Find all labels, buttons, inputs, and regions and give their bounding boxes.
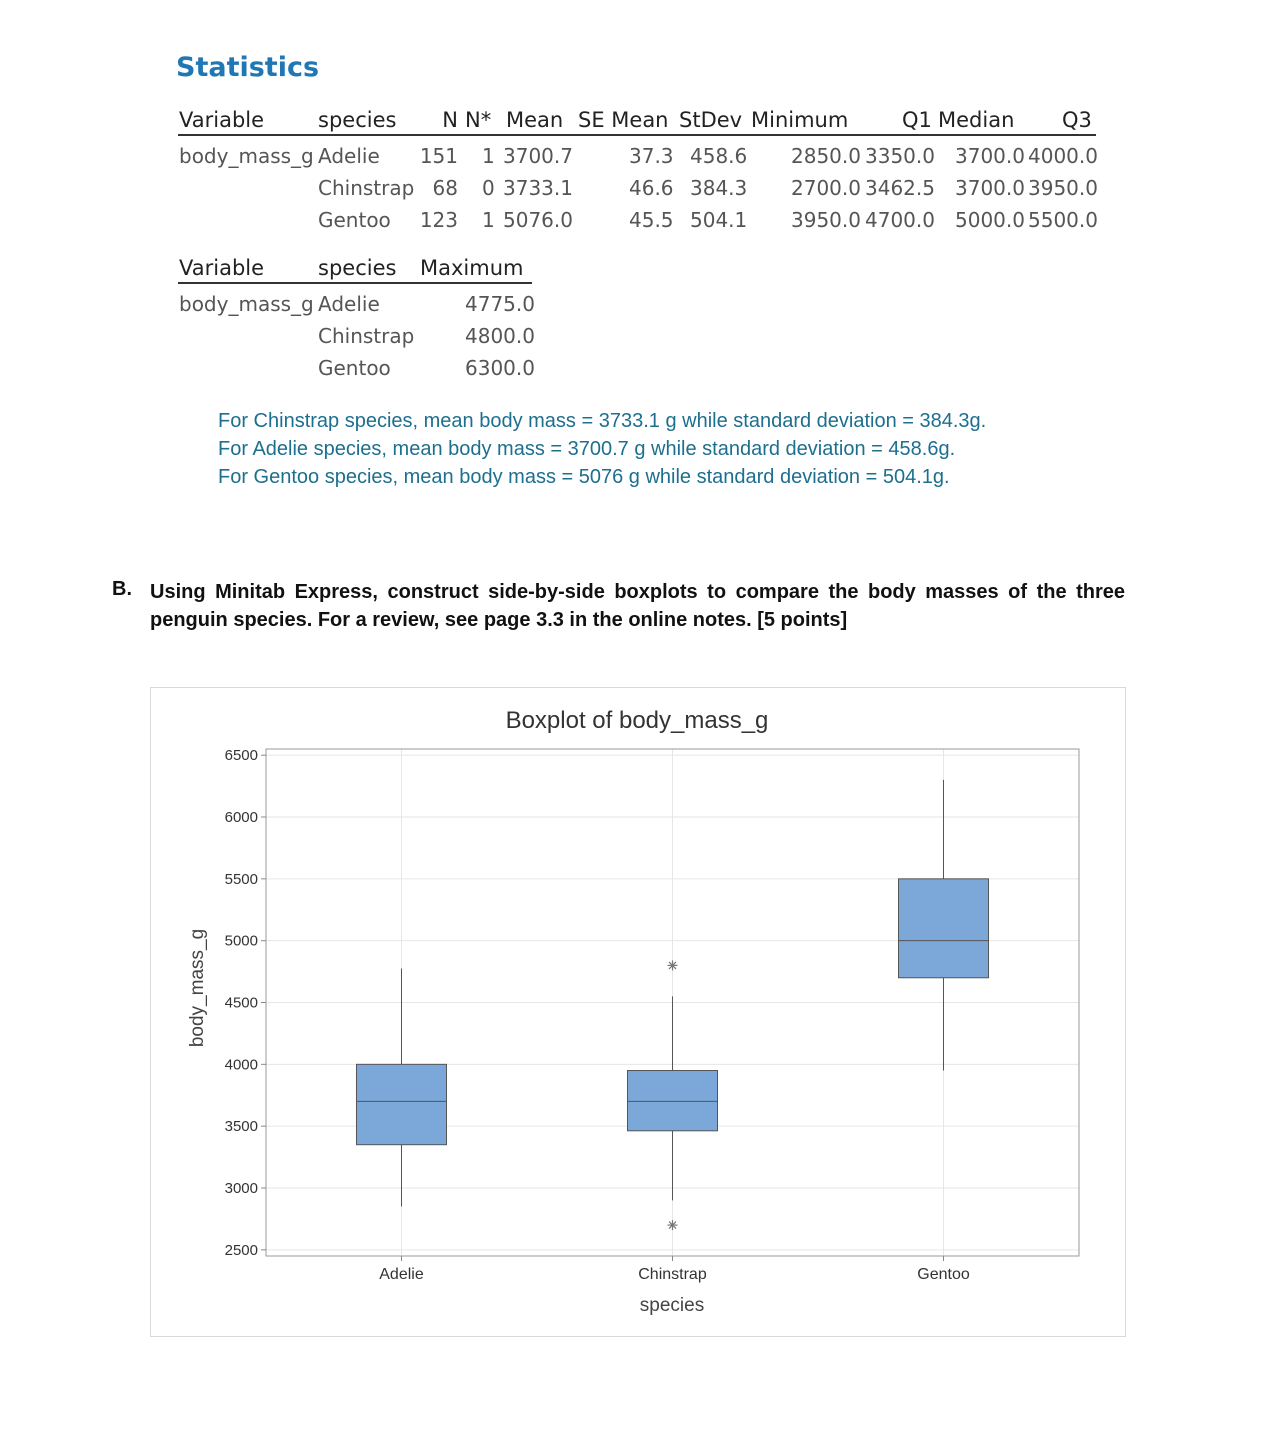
table2-species-gentoo: Gentoo: [318, 356, 391, 380]
table1-stdev-gentoo: 504.1: [690, 208, 748, 232]
table1-minimum-chinstrap: 2700.0: [791, 176, 861, 200]
y-tick-label-5500: 5500: [224, 870, 258, 888]
table1-mean-gentoo: 5076.0: [503, 208, 573, 232]
table1-mean-chinstrap: 3733.1: [503, 176, 573, 200]
table1-mean-adelie: 3700.7: [503, 144, 573, 168]
col-header-median: Median: [938, 108, 1015, 132]
col-header-species: species: [318, 108, 397, 132]
table1-n-chinstrap: 68: [432, 176, 458, 200]
box-adelie: [357, 1064, 447, 1144]
table1-nstar-chinstrap: 0: [482, 176, 495, 200]
col-header-variable-2: Variable: [179, 256, 265, 280]
col-header-stdev: StDev: [679, 108, 743, 132]
box-chinstrap: [628, 1071, 718, 1131]
table1-q1-gentoo: 4700.0: [865, 208, 935, 232]
col-header-q1: Q1: [902, 108, 932, 132]
outlier-chinstrap-0: [668, 960, 678, 970]
col-header-se-mean: SE Mean: [578, 108, 669, 132]
table1-species-gentoo: Gentoo: [318, 208, 391, 232]
statistics-title: Statistics: [176, 52, 320, 83]
table1-header-rule: [178, 134, 1096, 136]
col-header-minimum: Minimum: [751, 108, 849, 132]
table1-q3-adelie: 4000.0: [1028, 144, 1098, 168]
table1-stdev-chinstrap: 384.3: [690, 176, 748, 200]
table1-q3-gentoo: 5500.0: [1028, 208, 1098, 232]
x-tick-label-gentoo: Gentoo: [917, 1266, 970, 1283]
note-chinstrap: For Chinstrap species, mean body mass = 3733.1 g while standard deviation = 384.3g.: [218, 410, 987, 432]
col-header-mean: Mean: [506, 108, 564, 132]
col-header-maximum: Maximum: [420, 256, 524, 280]
y-tick-label-3000: 3000: [224, 1179, 258, 1197]
table1-stdev-adelie: 458.6: [690, 144, 748, 168]
y-tick-label-4500: 4500: [224, 994, 258, 1012]
table1-se-mean-chinstrap: 46.6: [629, 176, 674, 200]
y-tick-label-2500: 2500: [224, 1241, 258, 1259]
table1-se-mean-adelie: 37.3: [629, 144, 674, 168]
table2-maximum-adelie: 4775.0: [465, 292, 535, 316]
col-header-species-2: species: [318, 256, 397, 280]
table1-median-gentoo: 5000.0: [955, 208, 1025, 232]
col-header-q3: Q3: [1062, 108, 1092, 132]
col-header-variable: Variable: [179, 108, 265, 132]
table2-maximum-gentoo: 6300.0: [465, 356, 535, 380]
x-tick-label-adelie: Adelie: [379, 1266, 424, 1283]
chart-title: Boxplot of body_mass_g: [505, 707, 769, 734]
table1-species-adelie: Adelie: [318, 144, 380, 168]
table1-n-adelie: 151: [419, 144, 458, 168]
table1-median-adelie: 3700.0: [955, 144, 1025, 168]
table1-q1-chinstrap: 3462.5: [865, 176, 935, 200]
table1-species-chinstrap: Chinstrap: [318, 176, 415, 200]
table1-se-mean-gentoo: 45.5: [629, 208, 674, 232]
y-axis-label: body_mass_g: [187, 928, 208, 1048]
question-label: B.: [112, 578, 132, 600]
table1-variable: body_mass_g: [179, 144, 314, 168]
y-tick-label-5000: 5000: [224, 932, 258, 950]
y-tick-label-6000: 6000: [224, 809, 258, 827]
col-header-n: N: [442, 108, 458, 132]
x-axis-label: species: [639, 1295, 705, 1316]
table2-maximum-chinstrap: 4800.0: [465, 324, 535, 348]
outlier-chinstrap-1: [668, 1220, 678, 1230]
table2-header-rule: [178, 282, 532, 284]
table1-q3-chinstrap: 3950.0: [1028, 176, 1098, 200]
y-tick-label-3500: 3500: [224, 1118, 258, 1136]
question-text: Using Minitab Express, construct side-by-side boxplots to compare the body masses of the three penguin species. For a review, see page 3.3 in the online notes. [5 points]: [150, 581, 1125, 631]
table1-median-chinstrap: 3700.0: [955, 176, 1025, 200]
table1-nstar-adelie: 1: [482, 144, 495, 168]
table1-nstar-gentoo: 1: [482, 208, 495, 232]
table2-species-chinstrap: Chinstrap: [318, 324, 415, 348]
note-adelie: For Adelie species, mean body mass = 3700.7 g while standard deviation = 458.6g.: [218, 438, 956, 460]
table1-n-gentoo: 123: [419, 208, 458, 232]
table1-minimum-gentoo: 3950.0: [791, 208, 861, 232]
table2-variable: body_mass_g: [179, 292, 314, 316]
table1-minimum-adelie: 2850.0: [791, 144, 861, 168]
tick-layer: [225, 747, 970, 1283]
y-tick-label-4000: 4000: [224, 1056, 258, 1074]
table1-q1-adelie: 3350.0: [865, 144, 935, 168]
x-tick-label-chinstrap: Chinstrap: [638, 1266, 707, 1283]
y-tick-label-6500: 6500: [224, 747, 258, 765]
note-gentoo: For Gentoo species, mean body mass = 5076 g while standard deviation = 504.1g.: [218, 466, 950, 488]
col-header-nstar: N*: [465, 108, 492, 132]
table2-species-adelie: Adelie: [318, 292, 380, 316]
boxplot-chart: [151, 688, 1125, 1336]
box-gentoo: [899, 879, 989, 978]
boxplot-chart-frame: [150, 687, 1126, 1337]
